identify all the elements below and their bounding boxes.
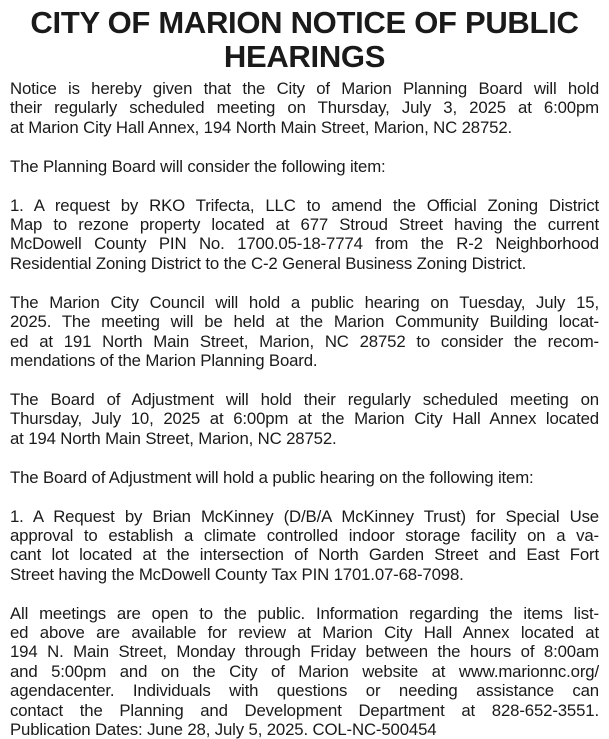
text-line: contact the Planning and Development Department at 828-652-3551.	[10, 700, 599, 720]
text-line: The Marion City Council will hold a public hearing on Tuesday, July 15,	[10, 292, 599, 312]
city-council-hearing-paragraph	[10, 293, 599, 371]
planning-board-consider-paragraph	[10, 157, 599, 176]
text-line: Map to rezone property located at 677 Stroud Street having the current	[10, 215, 599, 235]
text-line: Thursday, July 10, 2025 at 6:00pm at the Marion City Hall Annex located	[10, 409, 599, 429]
board-of-adjustment-hearing-paragraph	[10, 468, 599, 487]
text-line: The Board of Adjustment will hold their regularly scheduled meeting on	[10, 389, 599, 409]
text-line: 2025. The meeting will be held at the Marion Community Building locat-	[10, 312, 599, 332]
text-line: 1. A request by RKO Trifecta, LLC to amend the Official Zoning District	[10, 195, 599, 215]
text-line: McDowell County PIN No. 1700.05-18-7774 from the R-2 Neighborhood	[10, 234, 599, 254]
notice-title-line-2: HEARINGS	[223, 39, 386, 74]
notice-title	[10, 6, 599, 74]
text-line: cant lot located at the intersection of North Garden Street and East Fort	[10, 545, 599, 565]
board-of-adjustment-meeting-paragraph	[10, 390, 599, 448]
planning-item-1-paragraph	[10, 196, 599, 274]
notice-title-line-1: CITY OF MARION NOTICE OF PUBLIC	[30, 5, 579, 40]
text-line: at 194 North Main Street, Marion, NC 28752.	[10, 428, 337, 448]
text-line: Street having the McDowell County Tax PIN 1701.07-68-7098.	[10, 564, 464, 584]
text-line: approval to establish a climate controlled indoor storage facility on a va-	[10, 525, 599, 545]
closing-paragraph	[10, 604, 599, 739]
text-line: agendacenter. Individuals with questions or needing assistance can	[10, 681, 599, 701]
text-line: 194 N. Main Street, Monday through Friday between the hours of 8:00am	[10, 642, 599, 662]
text-line: The Board of Adjustment will hold a public hearing on the following item:	[10, 467, 534, 487]
text-line: 1. A Request by Brian McKinney (D/B/A McKinney Trust) for Special Use	[10, 506, 599, 526]
adjustment-item-1-paragraph	[10, 507, 599, 585]
text-line: Residential Zoning District to the C-2 General Business Zoning District.	[10, 253, 527, 273]
text-line: Notice is hereby given that the City of Marion Planning Board will hold	[10, 79, 599, 98]
text-line: and 5:00pm and on the City of Marion website at www.marionnc.org/	[10, 661, 599, 681]
notice-body	[10, 79, 599, 739]
text-line: All meetings are open to the public. Information regarding the items list-	[10, 603, 599, 623]
text-line: ed above are available for review at Marion City Hall Annex located at	[10, 623, 599, 643]
text-line: Publication Dates: June 28, July 5, 2025. COL-NC-500454	[10, 720, 437, 739]
text-line: The Planning Board will consider the following item:	[10, 156, 386, 176]
text-line: mendations of the Marion Planning Board.	[10, 350, 318, 370]
text-line: at Marion City Hall Annex, 194 North Main Street, Marion, NC 28752.	[10, 117, 513, 137]
text-line: ed at 191 North Main Street, Marion, NC 28752 to consider the recom-	[10, 331, 599, 351]
text-line: their regularly scheduled meeting on Thursday, July 3, 2025 at 6:00pm	[10, 98, 599, 118]
intro-paragraph	[10, 79, 599, 137]
